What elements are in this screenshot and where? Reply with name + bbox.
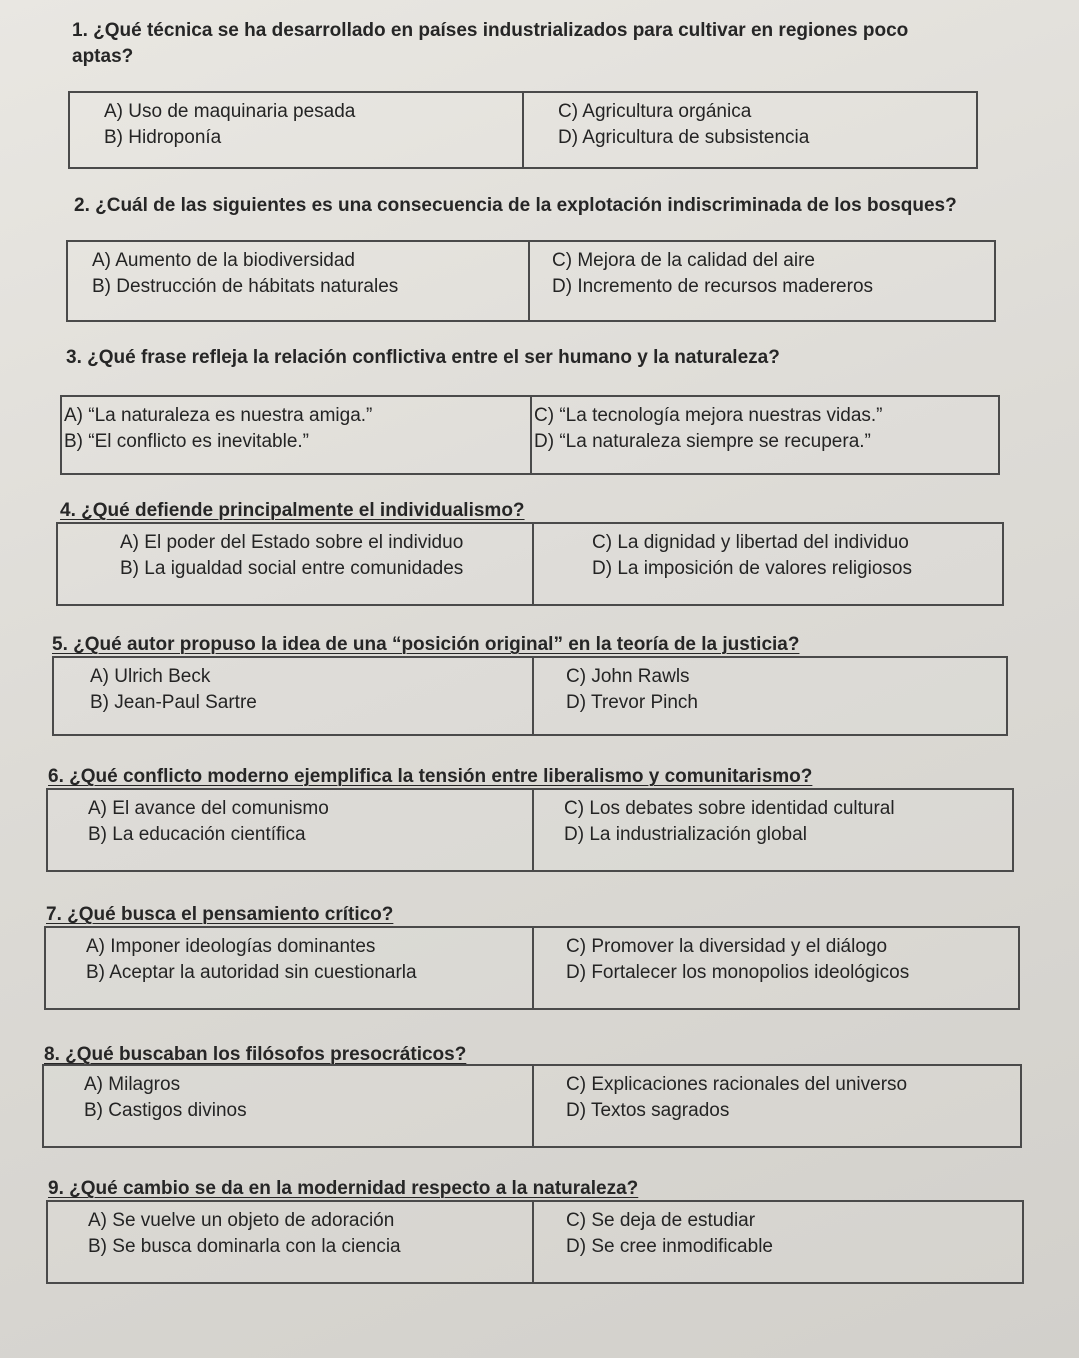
question-7-option-b[interactable]: B) Aceptar la autoridad sin cuestionarla [86, 962, 417, 983]
question-8-option-a[interactable]: A) Milagros [84, 1074, 181, 1095]
question-1 [72, 18, 952, 70]
question-2-option-d[interactable]: D) Incremento de recursos madereros [552, 276, 874, 297]
question-7-text: 7. ¿Qué busca el pensamiento crítico? [46, 904, 394, 925]
question-8-left-column [44, 1066, 534, 1146]
question-6-right-column [534, 790, 1012, 870]
question-8-options-box [42, 1064, 1022, 1148]
question-8-option-c[interactable]: C) Explicaciones racionales del universo [566, 1074, 908, 1095]
question-3-right-column [532, 397, 998, 473]
question-7-option-a[interactable]: A) Imponer ideologías dominantes [86, 936, 376, 957]
question-9-options-box [46, 1200, 1024, 1284]
question-6-option-b[interactable]: B) La educación científica [88, 824, 306, 845]
question-4-right-column [534, 524, 1002, 604]
question-2 [74, 193, 1034, 219]
question-6-options-box [46, 788, 1014, 872]
question-5-text: 5. ¿Qué autor propuso la idea de una “posición original” en la teoría de la justicia? [52, 634, 800, 655]
question-9-right-column [534, 1202, 1022, 1282]
question-1-option-a[interactable]: A) Uso de maquinaria pesada [104, 101, 356, 122]
question-7 [46, 902, 746, 928]
question-1-option-c[interactable]: C) Agricultura orgánica [558, 101, 752, 122]
question-7-option-c[interactable]: C) Promover la diversidad y el diálogo [566, 936, 888, 957]
question-6-text: 6. ¿Qué conflicto moderno ejemplifica la tensión entre liberalismo y comunitarismo? [48, 766, 813, 787]
question-3-option-c[interactable]: C) “La tecnología mejora nuestras vidas.” [534, 405, 883, 426]
question-4-option-c[interactable]: C) La dignidad y libertad del individuo [592, 532, 909, 553]
question-5-options-box [52, 656, 1008, 736]
question-6-option-c[interactable]: C) Los debates sobre identidad cultural [564, 798, 895, 819]
question-7-left-column [46, 928, 534, 1008]
question-9-option-a[interactable]: A) Se vuelve un objeto de adoración [88, 1210, 395, 1231]
question-3-text: 3. ¿Qué frase refleja la relación conflictiva entre el ser humano y la naturaleza? [66, 347, 780, 368]
question-5-right-column [534, 658, 1006, 734]
question-9-option-b[interactable]: B) Se busca dominarla con la ciencia [88, 1236, 401, 1257]
question-9-option-c[interactable]: C) Se deja de estudiar [566, 1210, 756, 1231]
question-9-left-column [48, 1202, 534, 1282]
question-3-left-column [62, 397, 532, 473]
question-8-option-d[interactable]: D) Textos sagrados [566, 1100, 730, 1121]
question-8-option-b[interactable]: B) Castigos divinos [84, 1100, 247, 1121]
question-4-text: 4. ¿Qué defiende principalmente el individualismo? [60, 500, 525, 521]
question-5 [52, 632, 1012, 658]
question-8-right-column [534, 1066, 1020, 1146]
question-1-option-d[interactable]: D) Agricultura de subsistencia [558, 127, 810, 148]
question-2-options-box [66, 240, 996, 322]
question-5-option-c[interactable]: C) John Rawls [566, 666, 690, 687]
question-2-right-column [530, 242, 994, 320]
question-9 [48, 1176, 948, 1202]
question-1-right-column [524, 93, 976, 167]
question-5-option-a[interactable]: A) Ulrich Beck [90, 666, 211, 687]
question-3 [66, 345, 1026, 371]
question-1-left-column [70, 93, 524, 167]
question-9-option-d[interactable]: D) Se cree inmodificable [566, 1236, 773, 1257]
question-5-left-column [54, 658, 534, 734]
question-4-option-b[interactable]: B) La igualdad social entre comunidades [120, 558, 464, 579]
question-7-options-box [44, 926, 1020, 1010]
question-7-right-column [534, 928, 1018, 1008]
question-2-left-column [68, 242, 530, 320]
question-5-option-d[interactable]: D) Trevor Pinch [566, 692, 698, 713]
question-1-options-box [68, 91, 978, 169]
question-8-text: 8. ¿Qué buscaban los filósofos presocráticos? [44, 1044, 467, 1065]
question-6-left-column [48, 790, 534, 870]
question-3-options-box [60, 395, 1000, 475]
question-4-option-d[interactable]: D) La imposición de valores religiosos [592, 558, 912, 579]
question-2-option-b[interactable]: B) Destrucción de hábitats naturales [92, 276, 399, 297]
question-2-option-a[interactable]: A) Aumento de la biodiversidad [92, 250, 355, 271]
question-6-option-d[interactable]: D) La industrialización global [564, 824, 807, 845]
question-2-text: 2. ¿Cuál de las siguientes es una consecuencia de la explotación indiscriminada de los bosques? [74, 195, 957, 216]
question-9-text: 9. ¿Qué cambio se da en la modernidad respecto a la naturaleza? [48, 1178, 639, 1199]
question-3-option-d[interactable]: D) “La naturaleza siempre se recupera.” [534, 431, 871, 452]
question-3-option-b[interactable]: B) “El conflicto es inevitable.” [64, 431, 309, 452]
question-4-options-box [56, 522, 1004, 606]
question-7-option-d[interactable]: D) Fortalecer los monopolios ideológicos [566, 962, 910, 983]
question-6-option-a[interactable]: A) El avance del comunismo [88, 798, 329, 819]
question-2-option-c[interactable]: C) Mejora de la calidad del aire [552, 250, 815, 271]
question-6 [48, 764, 1008, 790]
question-4-left-column [58, 524, 534, 604]
question-1-option-b[interactable]: B) Hidroponía [104, 127, 222, 148]
question-4-option-a[interactable]: A) El poder del Estado sobre el individuo [120, 532, 464, 553]
question-4 [60, 498, 760, 524]
question-1-text: 1. ¿Qué técnica se ha desarrollado en países industrializados para cultivar en regiones poco aptas? [72, 20, 909, 67]
question-3-option-a[interactable]: A) “La naturaleza es nuestra amiga.” [64, 405, 373, 426]
question-5-option-b[interactable]: B) Jean-Paul Sartre [90, 692, 257, 713]
